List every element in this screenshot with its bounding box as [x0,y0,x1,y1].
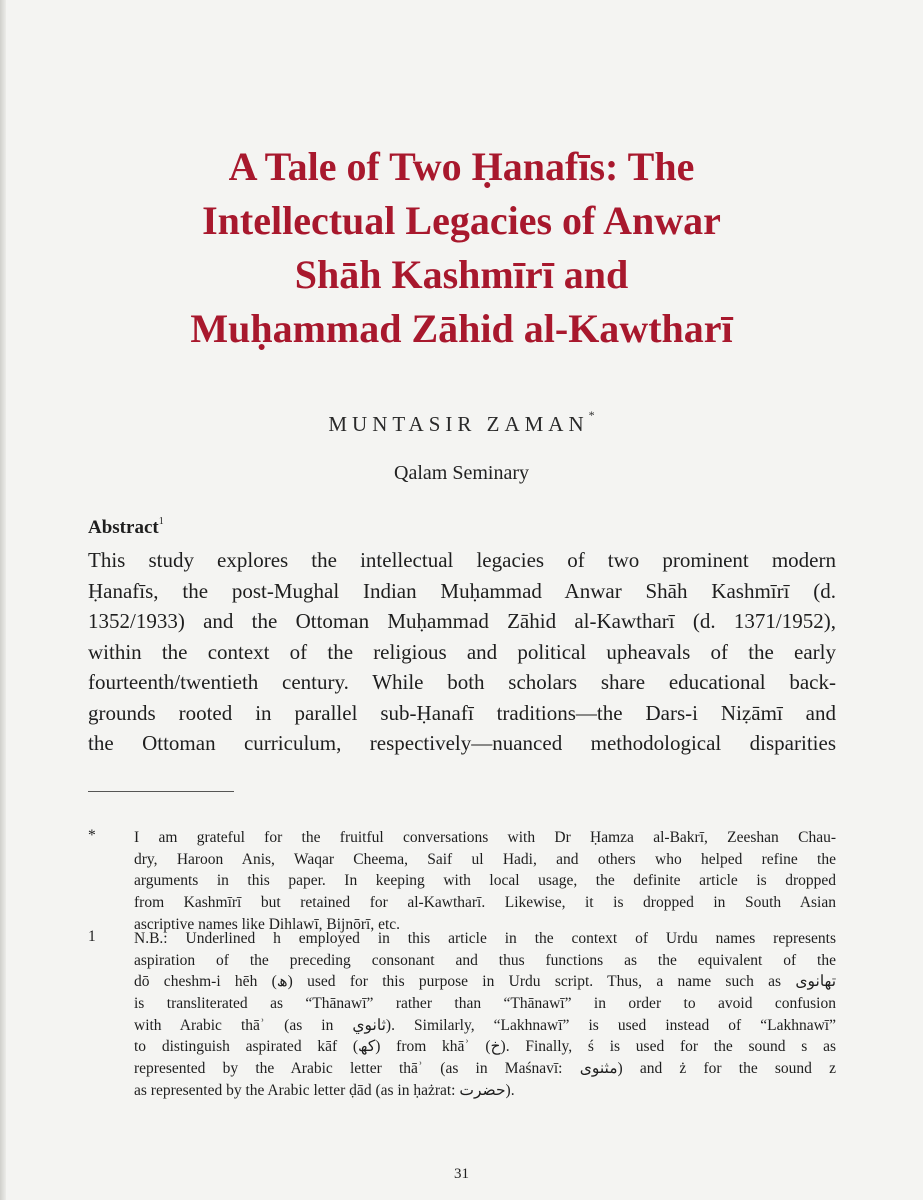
title-line: Shāh Kashmīrī and [294,252,629,297]
author-footnote-mark[interactable]: * [588,408,595,422]
author-name [0,408,923,437]
footnote-mark: * [88,827,96,844]
footnote-line: dry, Haroon Anis, Waqar Cheema, Saif ul Hadi, and others who helped refine the [134,850,836,868]
abstract-line: 1352/1933) and the Ottoman Muḥammad Zāhid al-Kawtharī (d. 1371/1952), [88,609,836,633]
abstract-line: Ḥanafīs, the post-Mughal Indian Muḥammad Anwar Shāh Kashmīrī (d. [88,578,836,603]
footnote-line: N.B.: Underlined h employed in this article in the context of Urdu names represents [134,930,836,947]
footnote-line: dō cheshm-i hēh (ھ) used for this purpose in Urdu script. Thus, a name such as تھانوی [134,973,837,991]
abstract-heading-text: Abstract [88,517,159,538]
footnote-line: with Arabic thāʾ (as in ثانوي). Similarly, “Lakhnawī” is used instead of “Lakhnawī” [134,1016,836,1034]
author-affiliation: Qalam Seminary [394,462,529,484]
footnote-separator [88,791,234,792]
footnote-mark: 1 [88,928,96,945]
abstract-line: fourteenth/twentieth century. While both scholars share educational back- [88,670,836,694]
abstract-line: the Ottoman curriculum, respectively—nuanced methodological disparities [88,731,836,755]
abstract-body [88,545,836,759]
footnote-line: as represented by the Arabic letter ḍād (as in ḥażrat: حضرت). [134,1081,515,1099]
title-line: A Tale of Two Ḥanafīs: The [228,144,695,189]
article-title [90,140,833,356]
footnote-line: to distinguish aspirated kāf (کھ) from khāʾ (خ). Finally, ś is used for the sound s as [134,1038,837,1056]
page-number: 31 [454,1166,469,1182]
footnote-text [134,827,836,935]
title-line: Intellectual Legacies of Anwar [202,198,721,243]
page-edge [0,0,6,1200]
abstract-line: within the context of the religious and political upheavals of the early [88,639,836,664]
footnote-text [134,928,836,1102]
title-line: Muḥammad Zāhid al-Kawtharī [190,306,733,351]
footnote-line: arguments in this paper. In keeping with local usage, the definite article is dropped [134,872,836,890]
author-text: MUNTASIR ZAMAN [328,412,589,436]
footnote-line: represented by the Arabic letter thāʾ (as in Maśnavī: مثنوی) and ż for the sound z [134,1060,837,1078]
footnote-line: ascriptive names like Dihlawī, Bijnōrī, etc. [134,915,401,933]
abstract-heading [88,517,164,539]
footnote-line: is transliterated as “Thānawī” rather than “Thānawī” in order to avoid confusion [134,995,836,1013]
footnote-line: from Kashmīrī but retained for al-Kawtharī. Likewise, it is dropped in South Asian [134,894,836,912]
footnote-line: I am grateful for the fruitful conversations with Dr Ḥamza al-Bakrī, Zeeshan Chau- [134,829,836,846]
footnote-line: aspiration of the preceding consonant and thus functions as the equivalent of the [134,951,836,969]
abstract-footnote-mark[interactable]: 1 [158,515,164,527]
abstract-line: grounds rooted in parallel sub-Ḥanafī traditions—the Dars-i Niẓāmī and [88,700,836,725]
abstract-line: This study explores the intellectual legacies of two prominent modern [88,548,836,572]
